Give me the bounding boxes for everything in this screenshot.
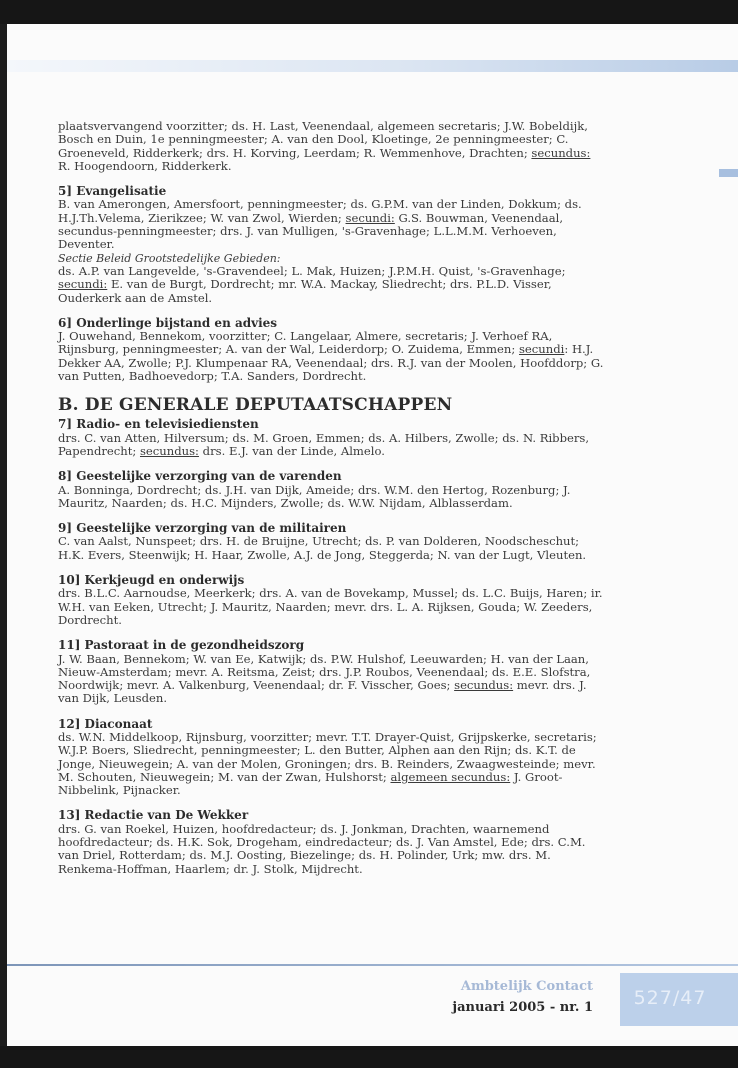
- section-pastoraat: [58, 639, 606, 705]
- publication-title: Ambtelijk Contact: [460, 979, 593, 994]
- intro-block: [58, 120, 606, 173]
- section-varenden: [58, 470, 606, 510]
- section-text: ds. W.N. Middelkoop, Rijnsburg, voorzitter; mevr. T.T. Drayer-Quist, Grijpskerke, secretaris; W.J.P. Boers, Sliedrecht, penningmeester; L. den Butter, Alphen aan den Rijn; ds. K.T. de Jonge, Nieuwegein; A. van der Molen, Groningen; drs. B. Reinders, Zwaagwesteinde; mevr. M. Schouten, Nieuwegein; M. van der Zwan, Hulshorst; algemeen secundus: J. Groot-Nibbelink, Pijnacker.: [58, 729, 597, 798]
- section-title: 6] Onderlinge bijstand en advies: [58, 315, 278, 330]
- section-radio-tv: [58, 418, 606, 458]
- scan-border-left: [0, 24, 7, 1046]
- subsection-text: ds. A.P. van Langevelde, 's-Gravendeel; L. Mak, Huizen; J.P.M.H. Quist, 's-Gravenhage; secundi: E. van de Burgt, Dordrecht; mr. W.A. Mackay, Sliedrecht; drs. P.L.D. Visser, Ouderkerk aan de Amstel.: [58, 263, 566, 305]
- section-title: 12] Diaconaat: [58, 716, 153, 731]
- intro-text: plaatsvervangend voorzitter; ds. H. Last, Veenendaal, algemeen secretaris; J.W. Bobeldijk, Bosch en Duin, 1e penningmeester; A. van den Dool, Kloetinge, 2e penningmeester; C. Groeneveld, Ridderkerk; drs. H. Korving, Leerdam; R. Wemmenhove, Drachten; secundus: R. Hoogendoorn, Ridderkerk.: [58, 119, 591, 173]
- section-text: B. van Amerongen, Amersfoort, penningmeester; ds. G.P.M. van der Linden, Dokkum; ds. H.J.Th.Velema, Zierikzee; W. van Zwol, Wierden; secundi: G.S. Bouwman, Veenendaal, secundus-penningmeester; drs. J. van Mulligen, 's-Gravenhage; L.L.M.M. Verhoeven, Deventer.: [58, 197, 582, 252]
- header-color-band: [7, 60, 738, 72]
- section-title: 11] Pastoraat in de gezondheidszorg: [58, 638, 305, 653]
- major-heading: B. DE GENERALE DEPUTAATSCHAPPEN: [58, 395, 453, 416]
- section-diaconaat: [58, 718, 606, 798]
- section-kerkjeugd: [58, 574, 606, 627]
- page-body: [58, 120, 606, 888]
- section-text: A. Bonninga, Dordrecht; ds. J.H. van Dijk, Ameide; drs. W.M. den Hertog, Rozenburg; J. Mauritz, Naarden; ds. H.C. Mijnders, Zwolle; ds. W.W. Nijdam, Alblasserdam.: [58, 482, 571, 510]
- section-title: 8] Geestelijke verzorging van de varenden: [58, 469, 342, 484]
- section-redactie: [58, 809, 606, 875]
- document-page: [7, 24, 738, 1046]
- section-militairen: [58, 522, 606, 562]
- section-text: drs. B.L.C. Aarnoudse, Meerkerk; drs. A. van de Bovekamp, Mussel; ds. L.C. Buijs, Haren; ir. W.H. van Eeken, Utrecht; J. Mauritz, Naarden; mevr. drs. L. A. Rijksen, Gouda; W. Zeeders, Dordrecht.: [58, 586, 603, 627]
- section-onderlinge-bijstand: [58, 317, 606, 383]
- page-number-box: [620, 973, 738, 1026]
- page-number: 527/47: [633, 987, 707, 1009]
- section-title: 7] Radio- en televisiediensten: [58, 417, 259, 432]
- side-marker: [719, 169, 738, 177]
- section-text: J. Ouwehand, Bennekom, voorzitter; C. Langelaar, Almere, secretaris; J. Verhoef RA, Rijnsburg, penningmeester; A. van der Wal, Leiderdorp; O. Zuidema, Emmen; secundi: H.J. Dekker AA, Zwolle; P.J. Klumpenaar RA, Veenendaal; drs. R.J. van der Moolen, Hoofddorp; G. van Putten, Badhoevedorp; T.A. Sanders, Dordrecht.: [58, 329, 604, 384]
- section-title: 10] Kerkjeugd en onderwijs: [58, 573, 245, 588]
- section-text: C. van Aalst, Nunspeet; drs. H. de Bruijne, Utrecht; ds. P. van Dolderen, Noodscheschut; H.K. Evers, Steenwijk; H. Haar, Zwolle, A.J. de Jong, Steggerda; N. van der Lugt, Vleuten.: [58, 534, 587, 562]
- issue-label: januari 2005 - nr. 1: [452, 1000, 593, 1015]
- section-title: 9] Geestelijke verzorging van de militairen: [58, 521, 347, 536]
- section-evangelisatie: [58, 185, 606, 305]
- section-text: drs. G. van Roekel, Huizen, hoofdredacteur; ds. J. Jonkman, Drachten, waarnemend hoofdredacteur; ds. H.K. Sok, Drogeham, eindredacteur; ds. J. Van Amstel, Ede; drs. C.M. van Driel, Rotterdam; ds. M.J. Oosting, Biezelinge; ds. H. Polinder, Urk; mw. drs. M. Renkema-Hoffman, Haarlem; dr. J. Stolk, Mijdrecht.: [58, 821, 586, 876]
- subsection-title: Sectie Beleid Grootstedelijke Gebieden:: [58, 251, 281, 265]
- scan-border-top: [0, 0, 738, 24]
- footer-rule: [7, 964, 738, 966]
- section-title: 13] Redactie van De Wekker: [58, 808, 249, 823]
- scan-border-bottom: [0, 1046, 738, 1068]
- section-text: J. W. Baan, Bennekom; W. van Ee, Katwijk; ds. P.W. Hulshof, Leeuwarden; H. van der Laan, Nieuw-Amsterdam; mevr. A. Reitsma, Zeist; drs. J.P. Roubos, Veenendaal; ds. E.E. Slofstra, Noordwijk; mevr. A. Valkenburg, Veenendaal; dr. F. Visscher, Goes; secundus: mevr. drs. J. van Dijk, Leusden.: [58, 651, 591, 706]
- section-text: drs. C. van Atten, Hilversum; ds. M. Groen, Emmen; ds. A. Hilbers, Zwolle; ds. N. Ribbers, Papendrecht; secundus: drs. E.J. van der Linde, Almelo.: [58, 430, 590, 458]
- section-title: 5] Evangelisatie: [58, 184, 167, 199]
